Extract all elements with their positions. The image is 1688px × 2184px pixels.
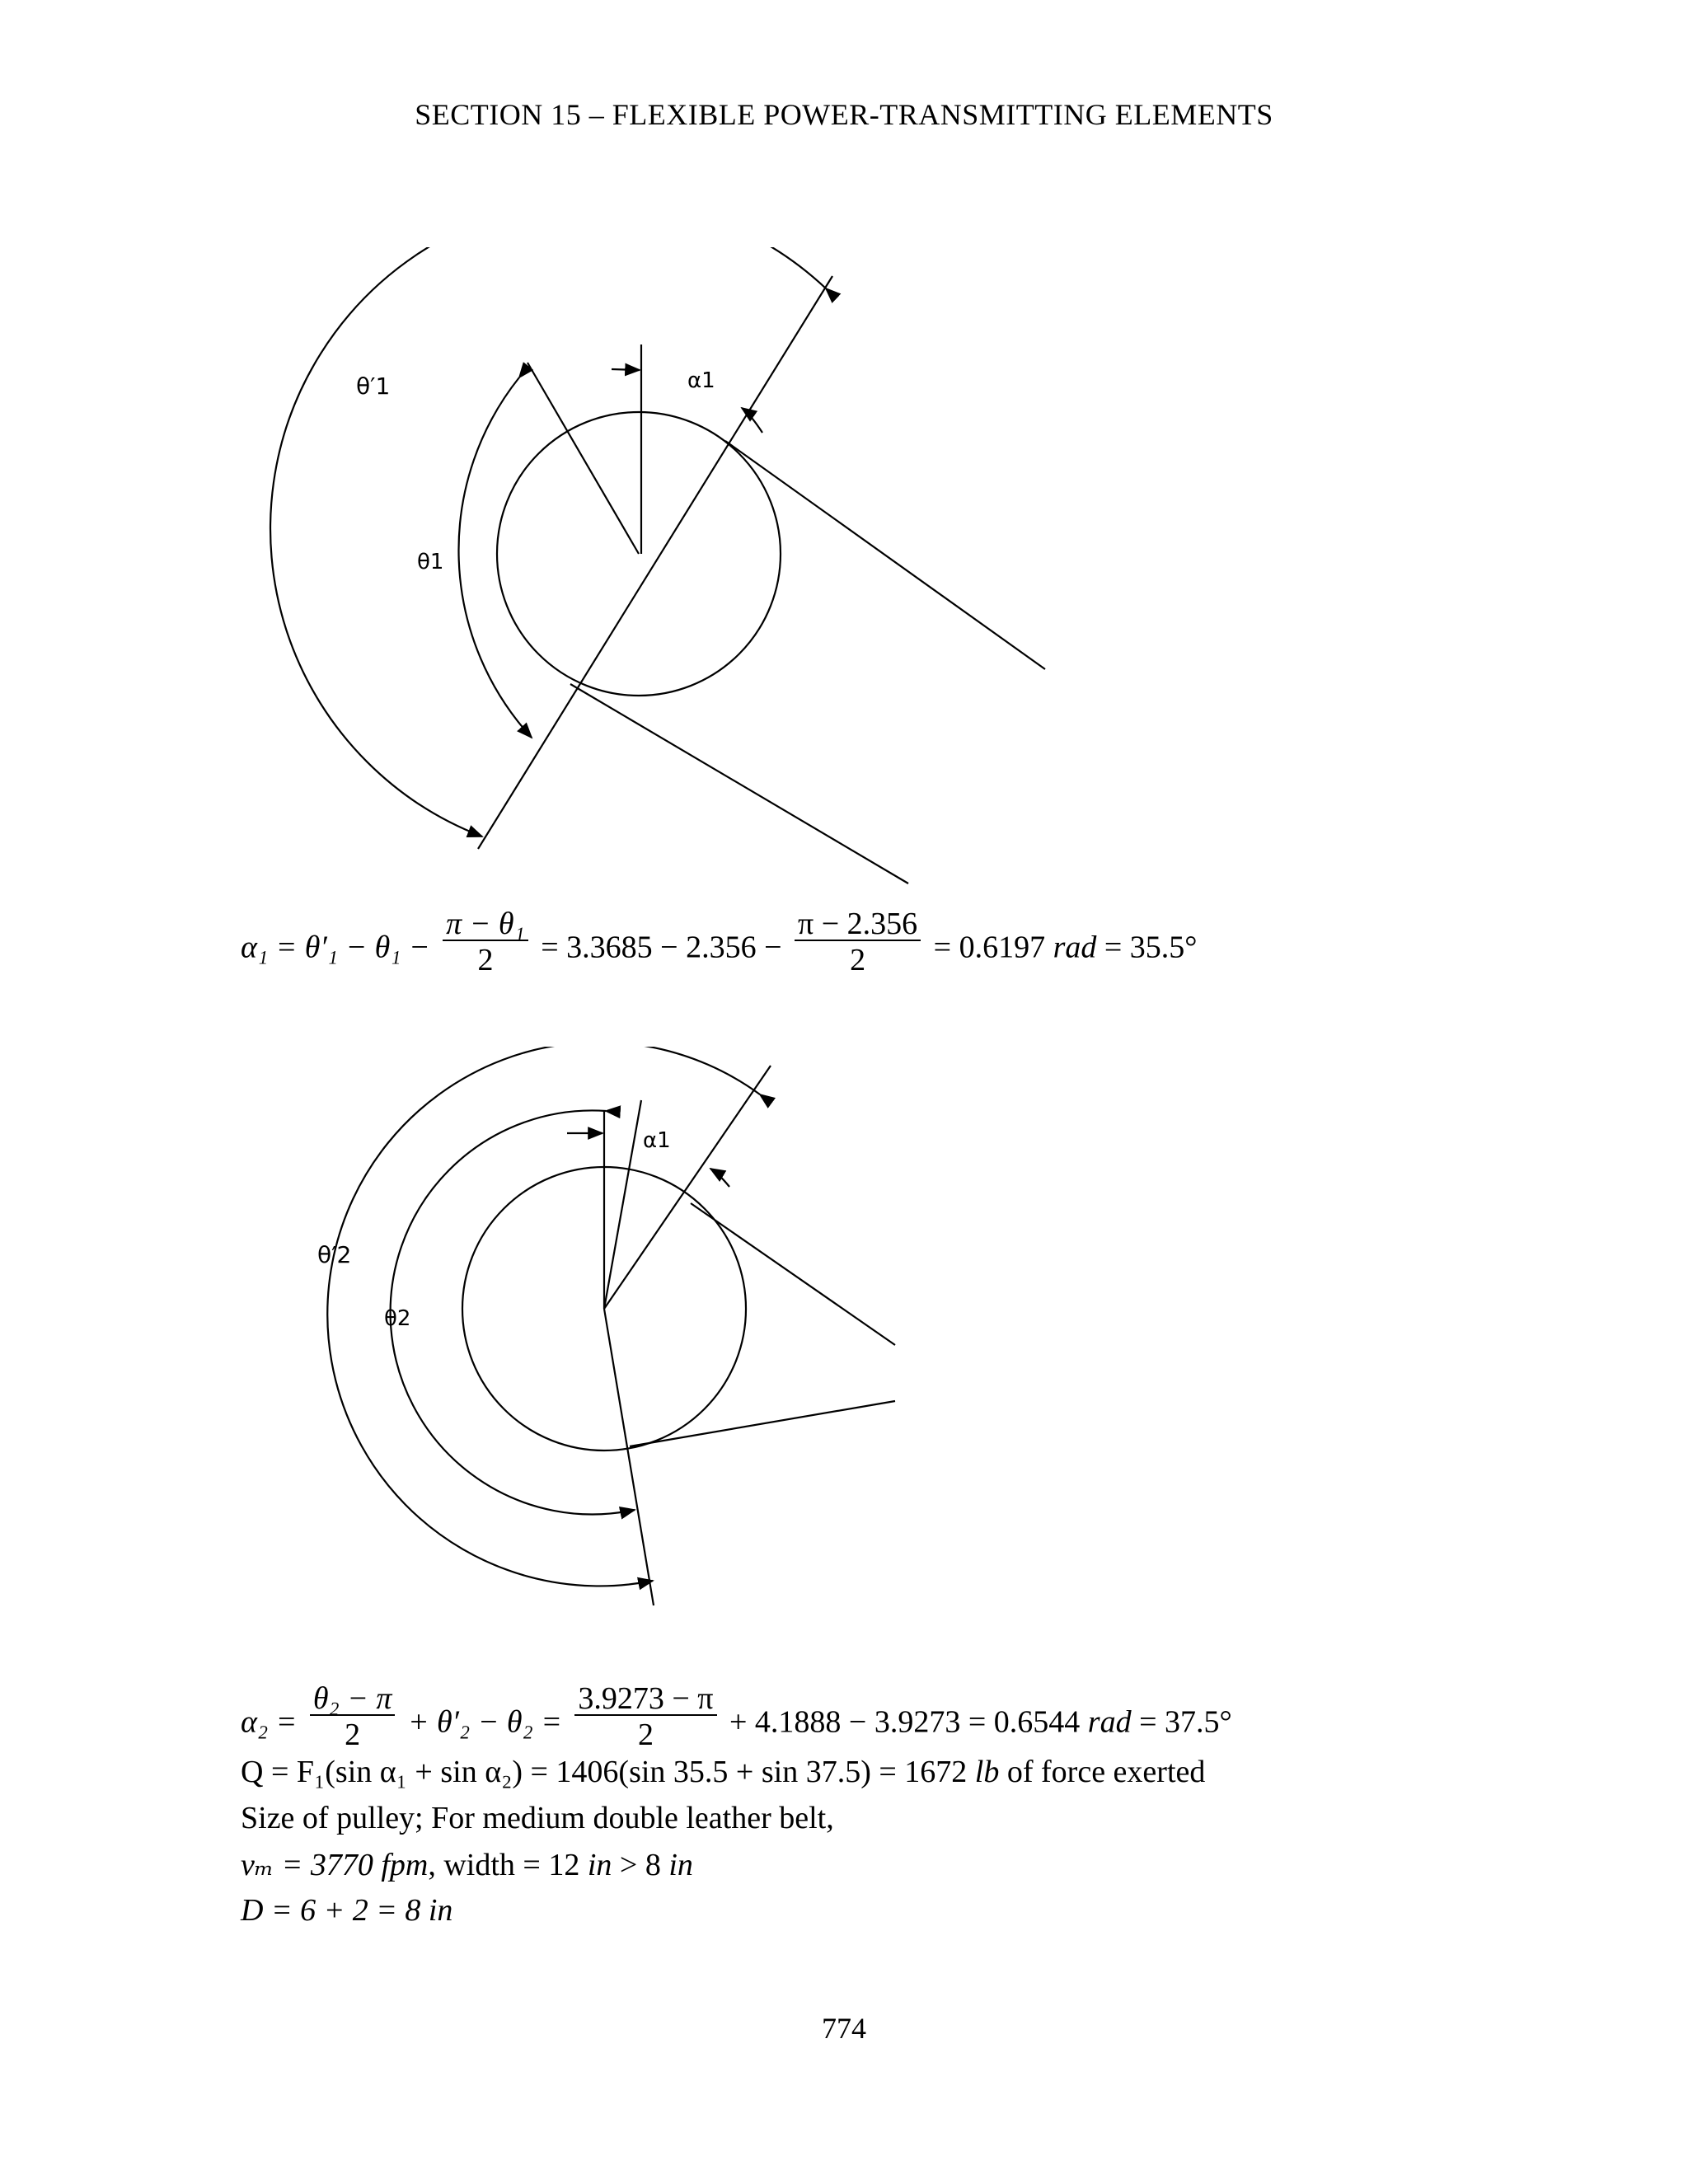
label-theta1: θ1 xyxy=(417,550,444,574)
theta1-arc xyxy=(458,377,532,738)
label-theta2-prime: θ′2 xyxy=(317,1241,352,1268)
radius-line xyxy=(528,363,639,554)
page-number: 774 xyxy=(822,2012,866,2045)
alpha1-arrow-right xyxy=(742,408,762,433)
equation-force-q: Q = F₁(sin α₁ + sin α₂) = 1406(sin 35.5 + sin 37.5) = 1672 lb of force exerted xyxy=(241,1755,1206,1789)
belt-line-lower xyxy=(604,1309,654,1605)
belt-tangent-upper xyxy=(725,441,1045,669)
theta2-arc xyxy=(391,1110,635,1514)
belt-line xyxy=(478,276,832,849)
belt-tangent-lower xyxy=(630,1401,895,1446)
label-theta1-prime: θ′1 xyxy=(356,373,391,400)
label-theta2: θ2 xyxy=(384,1306,411,1331)
alpha1-arrow-right xyxy=(710,1169,729,1187)
theta1-prime-arc xyxy=(270,247,826,837)
page-header: SECTION 15 – FLEXIBLE POWER-TRANSMITTING ELEMENTS xyxy=(415,98,1273,131)
pulley-size-text: Size of pulley; For medium double leather belt, xyxy=(241,1801,834,1835)
velocity-width-line: vₘ = 3770 fpm, width = 12 in > 8 in xyxy=(241,1848,693,1882)
equation-alpha2: α₂ = $\frac{\text{θ₂ − π}}{2}$ + θ′₂ − θ₂ = $\frac{3.9273 - \pi}{2}$ + 4.1888 − 3.9273 = 0.6544 rad = 37.5° xyxy=(241,1681,1232,1752)
equation-alpha1: α₁ = θ′₁ − θ₁ − $\frac{\text{π − θ₁}}{2}$ = 3.3685 − 2.356 − $\frac{\pi - 2.356}{2}$ = 0.6197 rad = 35.5° xyxy=(241,907,1198,977)
label-alpha1: α1 xyxy=(687,368,715,393)
radius-line xyxy=(604,1100,641,1309)
figure-1-pulley-diagram xyxy=(0,247,1688,890)
alpha1-arrow-left xyxy=(612,369,640,370)
label-alpha1: α1 xyxy=(643,1128,671,1153)
figure-2-pulley-diagram xyxy=(0,1047,1688,1624)
diameter-line: D = 6 + 2 = 8 in xyxy=(241,1893,453,1928)
belt-line-upper xyxy=(604,1066,771,1309)
belt-tangent-lower xyxy=(570,684,908,883)
belt-tangent-upper xyxy=(691,1203,895,1345)
